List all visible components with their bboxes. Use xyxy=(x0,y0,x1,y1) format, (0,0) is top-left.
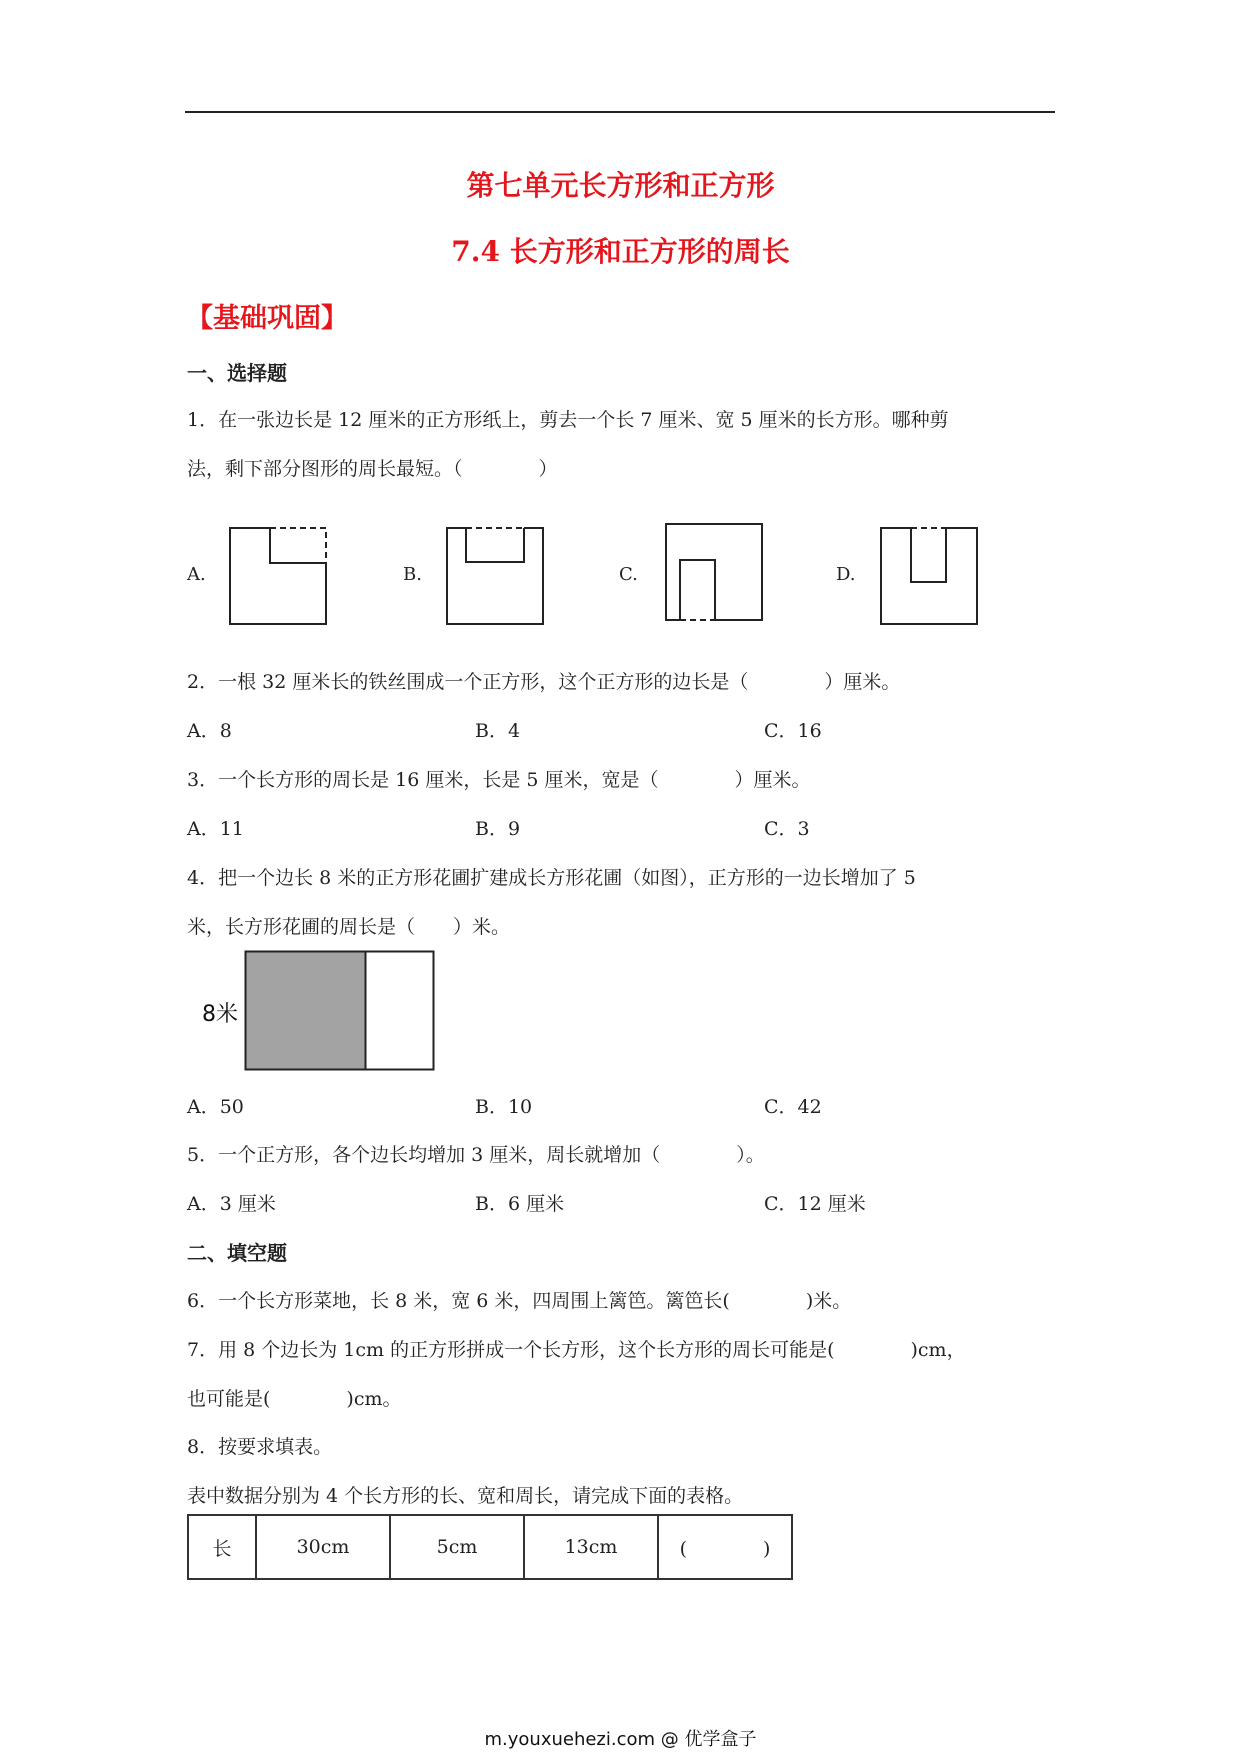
q2-option-c: C．16 xyxy=(764,720,822,742)
table-cell: 长 xyxy=(188,1515,256,1579)
q8-table xyxy=(187,1514,793,1580)
q4-garden-figure xyxy=(244,950,436,1072)
part1-heading: 一、选择题 xyxy=(187,361,287,385)
q6-text: 6．一个长方形菜地，长 8 米，宽 6 米，四周围上篱笆。篱笆长( )米。 xyxy=(187,1290,852,1312)
q8-description: 表中数据分别为 4 个长方形的长、宽和周长，请完成下面的表格。 xyxy=(187,1485,744,1507)
q4-option-b: B．10 xyxy=(475,1096,533,1118)
q3-option-c: C．3 xyxy=(764,818,810,840)
q1-figure-c xyxy=(664,522,764,622)
q4-line2: 米，长方形花圃的周长是（ ）米。 xyxy=(187,916,511,938)
q5-text: 5．一个正方形，各个边长均增加 3 厘米，周长就增加（ ）。 xyxy=(187,1144,765,1166)
section-label: 【基础巩固】 xyxy=(186,303,348,334)
q1-option-a-label: A. xyxy=(187,564,206,585)
q2-text: 2．一根 32 厘米长的铁丝围成一个正方形，这个正方形的边长是（ ）厘米。 xyxy=(187,671,901,693)
footer-watermark: m.youxuehezi.com @ 优学盒子 xyxy=(484,1729,757,1750)
table-cell-blank: ( ) xyxy=(658,1515,792,1579)
q3-option-a: A．11 xyxy=(187,818,244,840)
q1-option-c-label: C. xyxy=(619,564,638,585)
q5-option-a: A．3 厘米 xyxy=(187,1193,276,1215)
table-cell: 5cm xyxy=(390,1515,524,1579)
q4-option-a: A．50 xyxy=(187,1096,244,1118)
q4-figure-label: 8米 xyxy=(202,1002,238,1027)
q3-option-b: B．9 xyxy=(475,818,521,840)
q2-option-a: A．8 xyxy=(187,720,232,742)
q5-option-b: B．6 厘米 xyxy=(475,1193,565,1215)
q8-text: 8．按要求填表。 xyxy=(187,1436,333,1458)
q2-option-b: B．4 xyxy=(475,720,521,742)
q4-option-c: C．42 xyxy=(764,1096,822,1118)
table-cell: 13cm xyxy=(524,1515,658,1579)
top-rule xyxy=(185,111,1055,113)
q4-line1: 4．把一个边长 8 米的正方形花圃扩建成长方形花圃（如图），正方形的一边长增加了 5 xyxy=(187,867,916,889)
table-cell: 30cm xyxy=(256,1515,390,1579)
table-row xyxy=(188,1515,792,1579)
q1-line2: 法，剩下部分图形的周长最短。（ ） xyxy=(187,458,558,480)
q1-option-d-label: D. xyxy=(836,564,856,585)
q5-option-c: C．12 厘米 xyxy=(764,1193,866,1215)
part2-heading: 二、填空题 xyxy=(187,1241,287,1265)
lesson-title: 7.4 长方形和正方形的周长 xyxy=(451,235,790,268)
unit-title: 第七单元长方形和正方形 xyxy=(466,169,775,202)
q1-figure-d xyxy=(879,526,979,626)
q1-option-b-label: B. xyxy=(403,564,422,585)
q3-text: 3．一个长方形的周长是 16 厘米，长是 5 厘米，宽是（ ）厘米。 xyxy=(187,769,811,791)
q7-line1: 7．用 8 个边长为 1cm 的正方形拼成一个长方形，这个长方形的周长可能是( )cm， xyxy=(187,1339,966,1361)
q7-line2: 也可能是( )cm。 xyxy=(187,1388,402,1410)
q1-line1: 1．在一张边长是 12 厘米的正方形纸上，剪去一个长 7 厘米、宽 5 厘米的长方形。哪种剪 xyxy=(187,409,949,431)
q1-figure-b xyxy=(445,526,545,626)
q1-figure-a xyxy=(228,526,328,626)
